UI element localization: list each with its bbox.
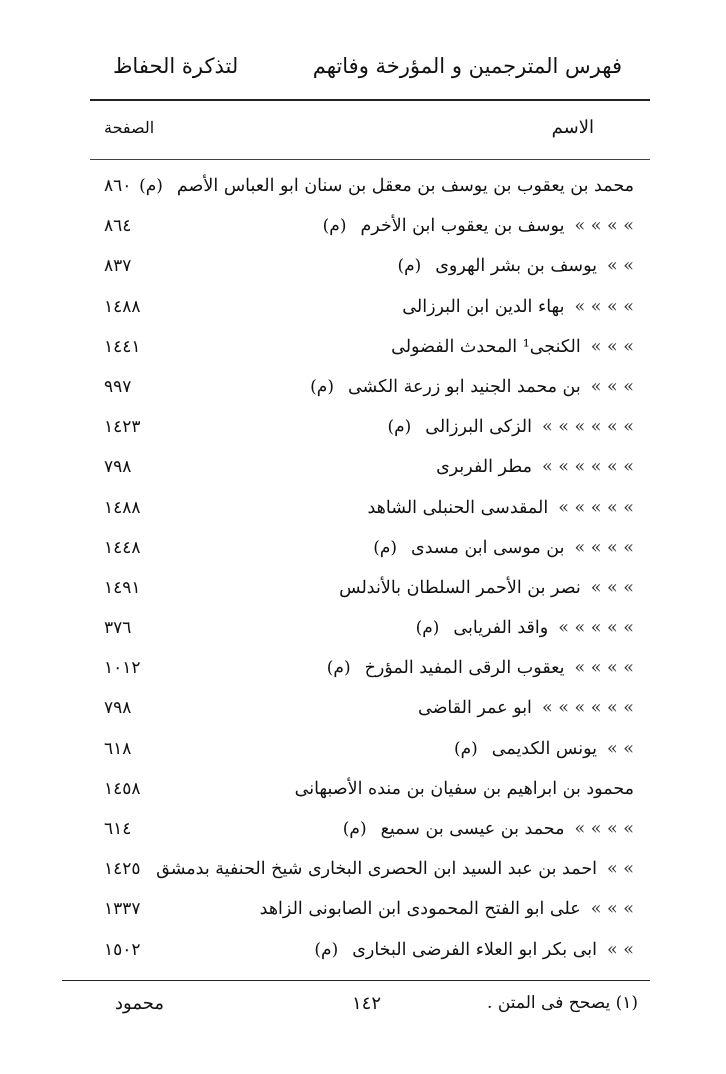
index-entry xyxy=(0,490,726,530)
ditto-marks: » » » xyxy=(590,577,634,598)
entry-name: محمد بن عيسى بن سميع xyxy=(380,819,565,839)
entry-name-line xyxy=(313,658,634,678)
entry-page: ١٤٨٨ xyxy=(104,296,141,317)
index-entry xyxy=(0,570,726,610)
ditto-marks: » » » » xyxy=(574,658,634,679)
entry-name: الزكى البرزالى xyxy=(425,417,532,438)
entry-name: يونس الكديمى xyxy=(491,738,598,759)
index-entry xyxy=(0,289,726,329)
entry-name: محمود بن ابراهيم بن سفيان بن منده الأصبهانى xyxy=(294,778,634,799)
entry-page: ١٣٣٧ xyxy=(104,899,141,920)
ditto-marks: » » » » » xyxy=(558,497,634,518)
entry-marker: (م) xyxy=(397,256,422,277)
entry-name-line xyxy=(300,940,634,960)
ditto-marks: » » » » xyxy=(574,537,634,558)
catchword: محمود xyxy=(115,993,164,1014)
entry-page: ٧٩٨ xyxy=(104,457,132,478)
ditto-marks: » » xyxy=(607,859,634,880)
entry-name-line xyxy=(125,176,634,196)
entry-name-line xyxy=(309,216,634,236)
ditto-marks: » » » » xyxy=(574,216,634,237)
entry-name-line xyxy=(373,417,634,437)
entry-page: ١٠١٢ xyxy=(104,658,141,679)
column-header-page: الصفحة xyxy=(104,118,155,137)
entry-name: يوسف بن يعقوب ابن الأخرم xyxy=(360,216,565,237)
index-entry xyxy=(0,650,726,690)
ditto-marks: » » » » xyxy=(574,296,634,317)
entry-name: ابى بكر ابو العلاء الفرضى البخارى xyxy=(352,939,598,960)
index-entry xyxy=(0,369,726,409)
entry-name: على ابو الفتح المحمودى ابن الصابونى الزاهد xyxy=(259,899,581,920)
entry-name: بهاء الدين ابن البرزالى xyxy=(402,296,565,317)
entry-marker: (م) xyxy=(373,537,398,558)
entry-name: ابو عمر القاضى xyxy=(417,698,532,719)
column-header-name: الاسم xyxy=(551,117,594,138)
entry-page: ٨٦٤ xyxy=(104,216,132,237)
entry-name: يوسف بن بشر الهروى xyxy=(435,256,598,277)
index-entry xyxy=(0,409,726,449)
index-entry xyxy=(0,168,726,208)
entry-page: ١٤٤٨ xyxy=(104,537,141,558)
entry-name-line xyxy=(295,779,634,799)
entry-name: نصر بن الأحمر السلطان بالأندلس xyxy=(339,577,581,598)
entry-marker: (م) xyxy=(322,216,347,237)
index-entry xyxy=(0,530,726,570)
ditto-marks: » » xyxy=(607,738,634,759)
index-entries xyxy=(0,168,726,972)
entry-name-line xyxy=(339,578,634,598)
ditto-marks: » » xyxy=(607,939,634,960)
column-header-rule xyxy=(90,159,650,160)
entry-name-line xyxy=(391,337,634,357)
entry-marker: (م) xyxy=(326,658,351,679)
entry-page: ١٤٢٣ xyxy=(104,417,141,438)
entry-name-line xyxy=(367,498,634,518)
ditto-marks: » » » » » » xyxy=(541,417,634,438)
entry-name: بن موسى ابن مسدى xyxy=(411,537,565,558)
entry-name: يعقوب الرقى المفيد المؤرخ xyxy=(364,658,565,679)
header-book-title: لتذكرة الحفاظ xyxy=(113,54,239,78)
entry-marker: (م) xyxy=(342,819,367,839)
ditto-marks: » » » xyxy=(590,376,634,397)
index-entry xyxy=(0,771,726,811)
header-rule xyxy=(90,99,650,101)
entry-page: ١٤٢٥ xyxy=(104,859,141,880)
index-entry xyxy=(0,851,726,891)
entry-page: ٩٩٧ xyxy=(104,376,132,397)
entry-name-line xyxy=(329,819,634,839)
entry-name: مطر الفربرى xyxy=(436,457,532,478)
index-entry xyxy=(0,208,726,248)
entry-marker: (م) xyxy=(387,417,412,438)
entry-name-line xyxy=(383,256,634,276)
entry-page: ٨٦٠ xyxy=(104,176,132,196)
index-entry xyxy=(0,449,726,489)
entry-name: المقدسى الحنبلى الشاهد xyxy=(367,497,549,518)
entry-marker: (م) xyxy=(453,738,478,759)
ditto-marks: » » » » » xyxy=(558,618,634,639)
entry-page: ٣٧٦ xyxy=(104,618,132,639)
entry-name-line xyxy=(436,457,634,477)
entry-name: الكنجى¹ المحدث الفضولى xyxy=(391,336,581,357)
entry-page: ١٤٩١ xyxy=(104,577,141,598)
entry-marker: (م) xyxy=(310,376,334,397)
index-entry xyxy=(0,891,726,931)
entry-name-line xyxy=(418,698,634,718)
entry-name-line xyxy=(156,859,634,879)
entry-page: ٨٣٧ xyxy=(104,256,132,277)
entry-page: ٧٩٨ xyxy=(104,698,132,719)
entry-page: ١٥٠٢ xyxy=(104,939,141,960)
ditto-marks: » » » » » » xyxy=(541,698,634,719)
index-entry xyxy=(0,690,726,730)
entry-marker: (م) xyxy=(415,618,440,639)
index-entry xyxy=(0,811,726,851)
index-entry xyxy=(0,932,726,972)
index-entry xyxy=(0,610,726,650)
entry-name-line xyxy=(359,538,634,558)
ditto-marks: » » » » xyxy=(574,819,634,839)
entry-page: ٦١٨ xyxy=(104,738,132,759)
footnote: (١) يصحح فى المتن . xyxy=(487,993,638,1013)
entry-name-line xyxy=(402,618,634,638)
entry-name: محمد بن يعقوب بن يوسف بن معقل بن سنان ابو العباس الأصم xyxy=(176,176,634,196)
ditto-marks: » » » xyxy=(590,336,634,357)
entry-marker: (م) xyxy=(314,939,339,960)
page-number: ١٤٢ xyxy=(352,993,382,1014)
footer-rule xyxy=(62,980,650,981)
ditto-marks: » » » » » » xyxy=(541,457,634,478)
entry-page: ١٤٤١ xyxy=(104,336,141,357)
entry-marker: (م) xyxy=(139,176,163,196)
entry-name-line xyxy=(402,297,634,317)
header-index-title: فهرس المترجمين و المؤرخة وفاتهم xyxy=(312,54,622,78)
entry-page: ١٤٨٨ xyxy=(104,497,141,518)
entry-name-line xyxy=(440,739,634,759)
entry-name: بن محمد الجنيد ابو زرعة الكشى xyxy=(347,376,581,397)
index-entry xyxy=(0,248,726,288)
ditto-marks: » » xyxy=(607,256,634,277)
index-entry xyxy=(0,329,726,369)
entry-name-line xyxy=(296,377,634,397)
entry-name-line xyxy=(260,899,634,919)
index-entry xyxy=(0,731,726,771)
entry-page: ٦١٤ xyxy=(104,819,132,839)
entry-name: واقد الفريابى xyxy=(453,618,549,639)
ditto-marks: » » » xyxy=(590,899,634,920)
entry-name: احمد بن عبد السيد ابن الحصرى البخارى شيخ الحنفية بدمشق xyxy=(156,859,598,880)
entry-page: ١٤٥٨ xyxy=(104,778,141,799)
